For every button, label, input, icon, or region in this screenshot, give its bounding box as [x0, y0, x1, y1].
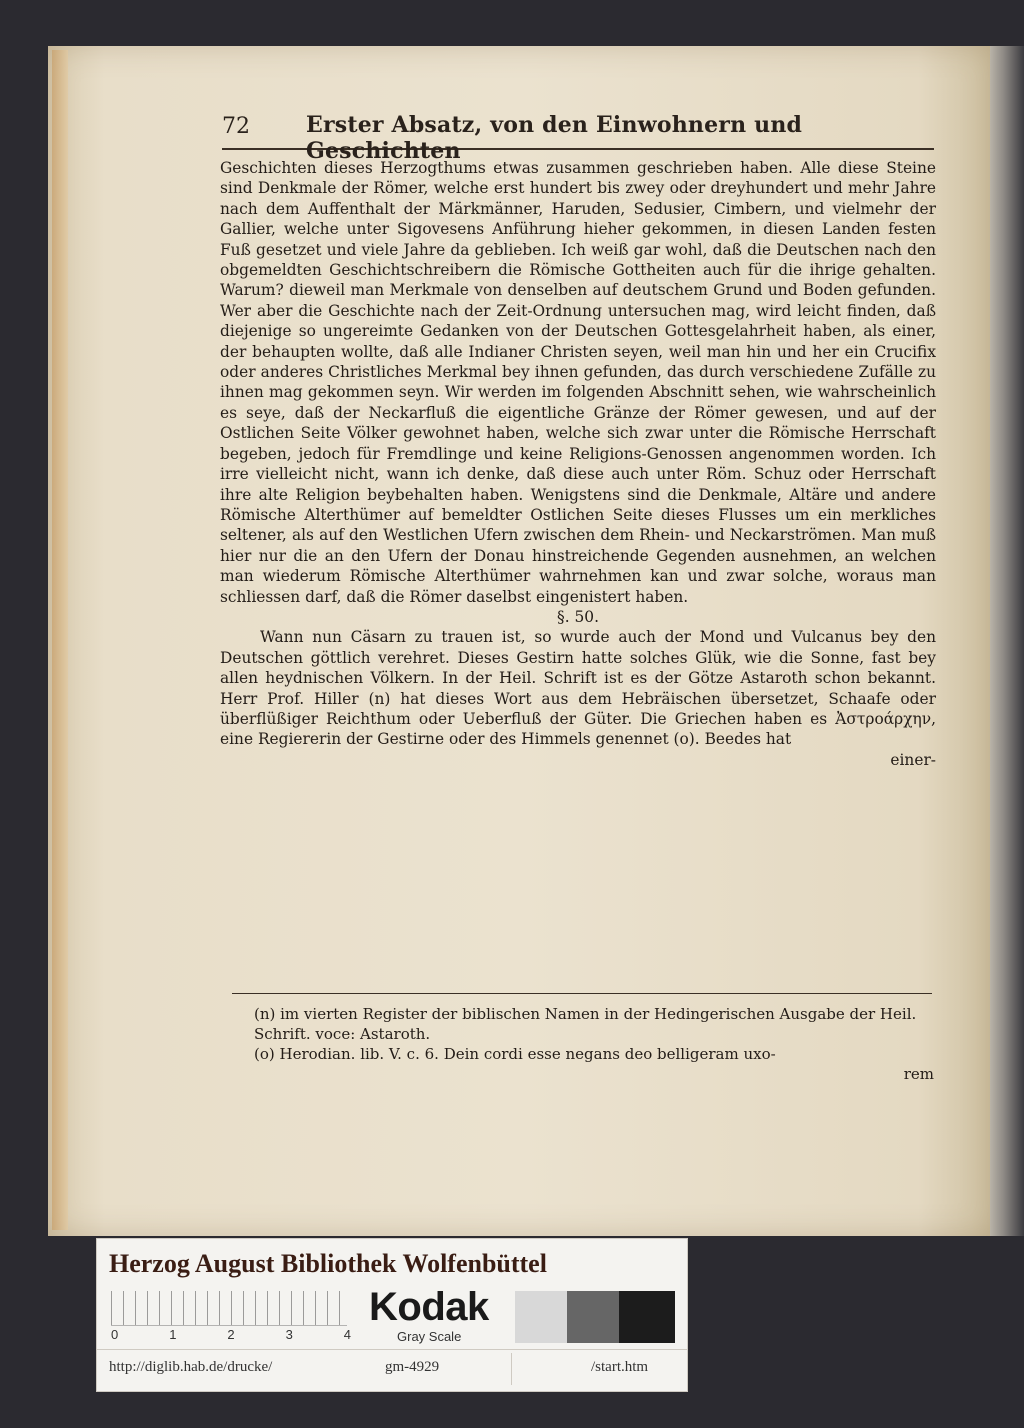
facing-page-edge [990, 46, 1024, 1236]
footnote-o: (o) Herodian. lib. V. c. 6. Dein cordi esse negans deo belligeram uxo- [254, 1045, 776, 1063]
footnote-o-continued: rem [903, 1065, 934, 1083]
paragraph: Geschichten dieses Herzogthums etwas zusammen geschrieben haben. Alle diese Steine sind Denkmale der Römer, welche erst hundert bis zwey oder dreyhundert und mehr Jahre nach dem Auffenthalt der Märkmänner, Haruden, Sedusier, Cimbern, und vielmehr der Gallier, welche unter Sigovesens Anführung hieher gekommen, in diesen Landen festen Fuß gesetzet und viele Jahre da geblieben. Ich weiß gar wohl, daß die Deutschen nach den obgemeldten Geschichtschreibern die Römische Gottheiten auch für die ihrige gehalten. Warum? dieweil man Merkmale von denselben auf deutschem Grund und Boden gefunden. Wer aber die Geschichte nach der Zeit-Ordnung untersuchen mag, wird leicht finden, daß diejenige so ungereimte Gedanken von der Deutschen Gottesgelahrheit haben, als einer, der behaupten wollte, daß alle Indianer Christen seyen, weil man hin und her ein Crucifix oder anderes Christliches Merkmal bey ihnen gefunden, das durch verschiedene Zufälle zu ihnen mag gekommen seyn. Wir werden im folgenden Abschnitt sehen, wie wahrscheinlich es seye, daß der Neckarfluß die eigentliche Gränze der Römer gewesen, und auf der Ostlichen Seite Völker gewohnet haben, welche sich zwar unter die Römische Herrschaft begeben, jedoch für Fremdlinge und keine Religions-Genossen angenommen worden. Ich irre vielleicht nicht, wann ich denke, daß diese auch unter Röm. Schuz oder Herrschaft ihre alte Religion beybehalten haben. Wenigstens sind die Denkmale, Altäre und andere Römische Alterthümer auf bemeldter Ostlichen Seite dieses Flusses um ein merkliches seltener, als auf den Westlichen Ufern zwischen dem Rhein- und Neckarströmen. Man muß hier nur die an den Ufern der Donau hinstreichende Gegenden ausnehmen, an welchen man wiederum Römische Alterthümer wahrnehmen kan und zwar solche, woraus man schliessen darf, daß die Römer daselbst eingenistert haben. [220, 159, 936, 606]
ruler-scale [111, 1291, 347, 1326]
page-fore-edge [52, 50, 68, 1230]
ruler-number: 3 [285, 1327, 293, 1342]
library-title: Herzog August Bibliothek Wolfenbüttel [109, 1249, 547, 1278]
ruler-number: 4 [343, 1327, 351, 1342]
running-head: Erster Absatz, von den Einwohnern und Geschichten [306, 112, 803, 164]
ruler-number: 1 [169, 1327, 177, 1342]
gray-swatch-light [515, 1291, 567, 1343]
body-text [220, 158, 936, 770]
library-url: http://diglib.hab.de/drucke/ [109, 1359, 273, 1375]
card-separator [511, 1353, 512, 1385]
gray-scale-label: Gray Scale [397, 1329, 462, 1344]
ruler-number: 2 [227, 1327, 235, 1342]
section-heading: §. 50. [557, 607, 599, 626]
catchword: einer- [890, 750, 936, 769]
footnote-n: (n) im vierten Register der biblischen Namen in der Hedingerischen Ausgabe der Heil. Schrift. voce: Astaroth. [254, 1005, 917, 1043]
ruler-number: 0 [111, 1327, 119, 1342]
page-header [222, 112, 934, 164]
paragraph: Wann nun Cäsarn zu trauen ist, so wurde auch der Mond und Vulcanus bey den Deutschen göttlich verehret. Dieses Gestirn hatte solches Glük, wie die Sonne, fast bey allen heydnischen Völkern. In der Heil. Schrift ist es der Götze Astaroth schon bekannt. Herr Prof. Hiller (n) hat dieses Wort aus dem Hebräischen übersetzet, Schaafe oder überflüßiger Reichthum oder Ueberfluß der Güter. Die Griechen haben es Ἀστροάρχην, eine Regiererin der Gestirne oder des Himmels genennet (o). Beedes hat [220, 628, 936, 749]
gray-swatch-dark [619, 1291, 675, 1343]
footnotes [254, 1004, 934, 1084]
gray-swatch-mid [567, 1291, 619, 1343]
library-label-card [96, 1238, 688, 1392]
kodak-logo: Kodak [369, 1285, 489, 1329]
start-path: /start.htm [591, 1359, 649, 1375]
footnote-rule [232, 993, 932, 994]
page-number: 72 [222, 114, 250, 139]
ruler-numbers [111, 1327, 351, 1342]
document-id: gm-4929 [385, 1359, 440, 1375]
card-divider [97, 1349, 687, 1350]
